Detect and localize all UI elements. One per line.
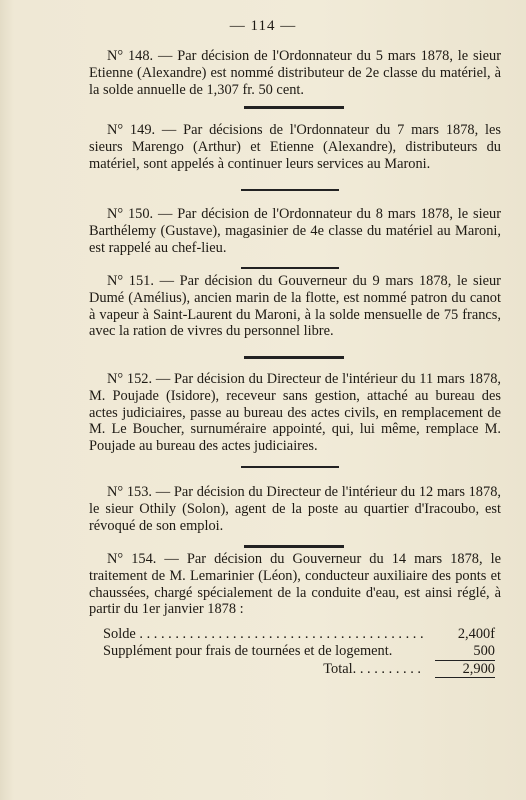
entry-153 (89, 484, 501, 534)
entry-paragraph (89, 371, 501, 455)
total-amount: 2,900 (435, 660, 495, 678)
separator-rule (244, 106, 344, 109)
entry-text: — Par décision du Directeur de l'intérieur du 11 mars 1878, M. Poujade (Isidore), receveur sans gestion, attaché au bureau des actes judiciaires, passe au bureau des actes civils, en remplacement de M. Le Boucher, surnuméraire appointé, qui, lui même, remplace M. Poujade au bureau des actes judiciaires. (89, 371, 501, 455)
entry-number: N° 152. (107, 371, 153, 387)
solde-label: Solde (103, 626, 136, 642)
entry-number: N° 148. (107, 48, 154, 64)
entry-paragraph (89, 484, 501, 534)
entry-text: — Par décision de l'Ordonnateur du 8 mars 1878, le sieur Barthélemy (Gustave), magasinier de 4e classe du matériel au Maroni, est rappelé au chef-lieu. (89, 206, 501, 256)
page-number: — 114 — (229, 18, 297, 34)
entry-number: N° 154. (107, 551, 157, 567)
entry-paragraph (89, 122, 501, 172)
supplement-label: Supplément pour frais de tournées et de logement. (103, 643, 393, 660)
solde-amount: 2,400f (457, 626, 495, 642)
entry-number: N° 153. (107, 484, 153, 500)
entry-paragraph (89, 48, 501, 98)
entry-text: — Par décision de l'Ordonnateur du 5 mars 1878, le sieur Etienne (Alexandre) est nommé distributeur de 2e classe du matériel, à la solde annuelle de 1,307 fr. 50 cent. (89, 48, 501, 98)
entry-149 (89, 122, 501, 172)
separator-rule (241, 267, 339, 269)
entry-152 (89, 371, 501, 455)
entry-151 (89, 273, 501, 340)
separator-rule (244, 356, 344, 359)
entry-150 (89, 206, 501, 256)
entry-paragraph (89, 273, 501, 340)
entry-number: N° 150. (107, 206, 154, 222)
entry-text: — Par décision du Directeur de l'intérieur du 12 mars 1878, le sieur Othily (Solon), agent de la poste au quartier d'Iracoubo, est révoqué de son emploi. (89, 484, 501, 534)
entry-number: N° 151. (107, 273, 154, 289)
separator-rule (244, 545, 344, 548)
salary-row-supplement (103, 643, 495, 660)
salary-table (103, 626, 495, 678)
entry-text: — Par décisions de l'Ordonnateur du 7 mars 1878, les sieurs Marengo (Arthur) et Etienne (Alexandre), distributeurs du matériel, sont appelés à continuer leurs services au Maroni. (89, 122, 501, 172)
entry-154 (89, 551, 501, 618)
salary-row-total (103, 660, 495, 678)
supplement-amount: 500 (473, 642, 495, 659)
leader-dots: . . . . . . . . . . (352, 660, 421, 677)
leader-dots: . . . . . . . . . . . . . . . . . . . . . . . . . . . . . . . . . . . . . . . . (135, 626, 424, 642)
entry-text: — Par décision du Gouverneur du 9 mars 1878, le sieur Dumé (Amélius), ancien marin de la flotte, est nommé patron du canot à vapeur à Saint-Laurent du Maroni, à la solde mensuelle de 75 francs, avec la ration de vivres du personnel libre. (89, 273, 501, 340)
total-label: Total (323, 660, 353, 677)
separator-rule (241, 466, 339, 468)
entry-paragraph (89, 206, 501, 256)
salary-row-solde (103, 626, 495, 643)
entry-text: — Par décision du Gouverneur du 14 mars 1878, le traitement de M. Lemarinier (Léon), conducteur auxiliaire des ponts et chaussées, chargé spécialement de la conduite d'eau, est ainsi réglé, à partir du 1er janvier 1878 : (89, 551, 501, 618)
entry-paragraph (89, 551, 501, 618)
entry-number: N° 149. (107, 122, 156, 138)
separator-rule (241, 189, 339, 191)
entry-148 (89, 48, 501, 98)
